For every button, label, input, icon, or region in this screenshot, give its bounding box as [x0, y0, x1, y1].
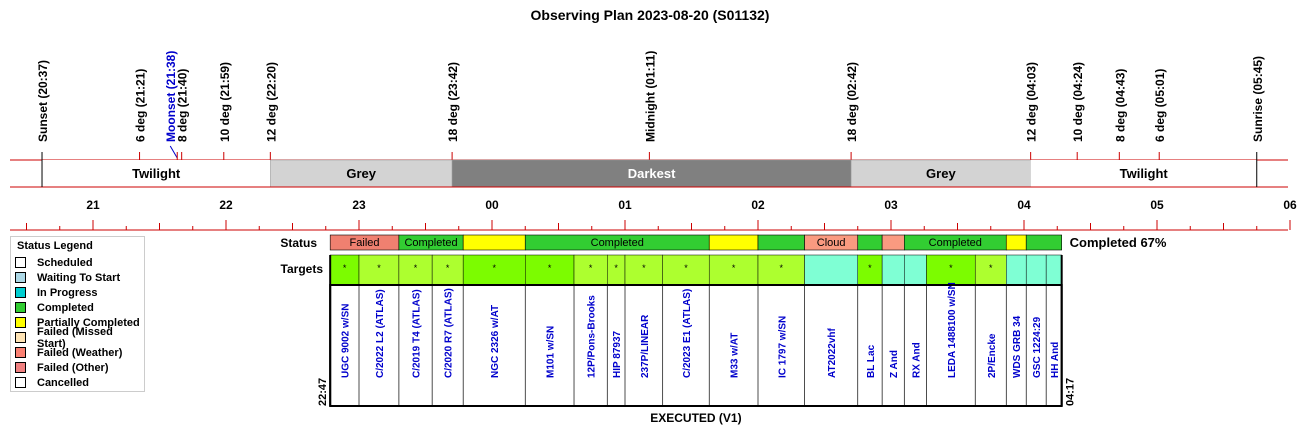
event-label: Midnight (01:11)	[643, 50, 658, 142]
event-label: 8 deg (04:43)	[1113, 68, 1128, 142]
targets-row	[281, 255, 1077, 425]
target-marker: *	[445, 263, 450, 273]
target-name: M33 w/AT	[729, 332, 741, 378]
hour-label: 06	[1283, 198, 1297, 212]
legend-label: Failed (Other)	[37, 361, 109, 374]
target-block	[1026, 255, 1046, 285]
legend-label: Scheduled	[37, 256, 93, 269]
hour-label: 03	[884, 198, 898, 212]
status-segment	[463, 235, 525, 250]
target-marker: *	[949, 263, 953, 273]
legend-label: Completed	[37, 301, 94, 314]
start-time-label: 22:47	[317, 377, 330, 406]
target-block	[805, 255, 858, 285]
event-label: 10 deg (21:59)	[217, 61, 232, 142]
chart-title: Observing Plan 2023-08-20 (S01132)	[530, 7, 770, 23]
event-label: 6 deg (21:21)	[133, 68, 148, 142]
target-marker: *	[492, 263, 496, 273]
legend-item	[15, 255, 140, 270]
target-name: 2P/Encke	[986, 333, 998, 378]
target-name: HH And	[1049, 341, 1061, 378]
moonset-leader	[170, 146, 177, 158]
target-marker: *	[731, 263, 736, 273]
target-marker: *	[588, 263, 593, 273]
event-label: Sunrise (05:45)	[1250, 55, 1265, 142]
target-marker: *	[988, 263, 993, 273]
target-name: C/2023 E1 (ATLAS)	[681, 288, 693, 378]
legend-item	[15, 375, 140, 390]
target-marker: *	[377, 263, 381, 273]
sky-periods-band	[10, 160, 1288, 187]
period-label: Darkest	[627, 166, 676, 181]
legend-label: Cancelled	[37, 376, 89, 389]
hour-label: 05	[1150, 198, 1164, 212]
completion-label: Completed 67%	[1069, 235, 1167, 250]
event-label: 18 deg (23:42)	[446, 61, 461, 142]
status-segment-label: Completed	[590, 237, 644, 249]
target-name: UGC 9002 w/SN	[340, 303, 352, 378]
hour-label: 21	[86, 198, 100, 212]
legend-item	[15, 360, 140, 375]
legend-item	[15, 300, 140, 315]
legend-swatch	[15, 272, 26, 283]
event-label: 6 deg (05:01)	[1153, 68, 1168, 142]
executed-label: EXECUTED (V1)	[650, 411, 742, 425]
legend-label: Failed (Missed Start)	[37, 325, 113, 350]
status-row-label: Status	[280, 236, 317, 250]
target-name: LEDA 1488100 w/SN	[946, 282, 958, 378]
target-name: GSC 1224:29	[1032, 316, 1044, 378]
status-segment	[882, 235, 904, 250]
event-label: 18 deg (02:42)	[845, 61, 860, 142]
target-marker: *	[779, 263, 784, 273]
legend-label: Failed (Weather)	[37, 346, 123, 359]
event-label: Sunset (20:37)	[36, 59, 51, 142]
legend-swatch	[15, 347, 26, 358]
period-label: Twilight	[1119, 166, 1168, 181]
target-name: 237P/LINEAR	[639, 314, 651, 378]
target-name: NGC 2326 w/AT	[490, 304, 502, 378]
target-marker: *	[342, 263, 347, 273]
target-name: AT2022vhf	[827, 328, 839, 378]
legend-swatch	[15, 302, 26, 313]
target-block	[1046, 255, 1062, 285]
legend-label: In Progress	[37, 286, 98, 299]
target-name: RX And	[911, 342, 923, 378]
target-name: HIP 87937	[612, 330, 624, 378]
target-marker: *	[547, 263, 552, 273]
target-marker: *	[868, 263, 872, 273]
status-segment-label: Cloud	[816, 237, 846, 249]
target-name: C/2019 T4 (ATLAS)	[411, 289, 423, 378]
legend-swatch	[15, 362, 26, 373]
status-segment	[1006, 235, 1026, 250]
status-segment-label: Completed	[404, 237, 458, 249]
target-block	[1006, 255, 1026, 285]
period-label: Twilight	[132, 166, 181, 181]
target-marker: *	[614, 263, 618, 273]
target-marker: *	[642, 263, 646, 273]
hour-label: 23	[352, 198, 366, 212]
hour-label: 01	[618, 198, 632, 212]
legend-item	[15, 285, 140, 300]
status-segment	[1026, 235, 1061, 250]
hour-label: 02	[751, 198, 765, 212]
legend-swatch	[15, 287, 26, 298]
legend-swatch	[15, 257, 26, 268]
legend-item	[15, 345, 140, 360]
target-name: Z And	[889, 350, 901, 378]
end-time-label: 04:17	[1064, 377, 1077, 406]
hour-label: 04	[1017, 198, 1031, 212]
legend-label: Partially Completed	[37, 316, 140, 329]
status-segment	[709, 235, 758, 250]
status-legend	[10, 236, 145, 392]
status-segment-label: Failed	[349, 237, 380, 249]
target-marker: *	[684, 263, 688, 273]
target-name: IC 1797 w/SN	[777, 315, 789, 378]
status-segment	[758, 235, 805, 250]
legend-item	[15, 325, 140, 350]
event-label: Moonset (21:38)	[164, 50, 179, 142]
target-marker: *	[413, 263, 418, 273]
target-name: M101 w/SN	[545, 325, 557, 378]
event-markers	[10, 51, 1288, 160]
legend-swatch	[15, 377, 26, 388]
legend-items	[15, 255, 140, 390]
event-label: 8 deg (21:40)	[175, 68, 190, 142]
legend-title: Status Legend	[17, 240, 93, 252]
legend-label: Waiting To Start	[37, 271, 121, 284]
target-block	[904, 255, 926, 285]
legend-swatch	[15, 332, 26, 343]
status-row	[280, 235, 1167, 250]
legend-swatch	[15, 317, 26, 328]
target-name: 12P/Pons-Brooks	[586, 295, 598, 378]
target-name: C/2022 L2 (ATLAS)	[374, 289, 386, 378]
period-label: Grey	[346, 166, 377, 181]
target-name: WDS GRB 34	[1012, 315, 1024, 378]
event-label: 12 deg (04:03)	[1024, 61, 1039, 142]
targets-row-label: Targets	[280, 262, 323, 276]
target-block	[882, 255, 904, 285]
status-segment	[858, 235, 882, 250]
target-name: C/2020 R7 (ATLAS)	[443, 288, 455, 378]
event-label: 10 deg (04:24)	[1071, 61, 1086, 142]
hour-label: 22	[219, 198, 233, 212]
hour-axis	[0, 198, 1300, 230]
event-label: 12 deg (22:20)	[264, 61, 279, 142]
hour-label: 00	[485, 198, 499, 212]
status-segment-label: Completed	[928, 237, 982, 249]
target-name: BL Lac	[865, 344, 877, 378]
legend-item	[15, 270, 140, 285]
period-label: Grey	[926, 166, 956, 181]
